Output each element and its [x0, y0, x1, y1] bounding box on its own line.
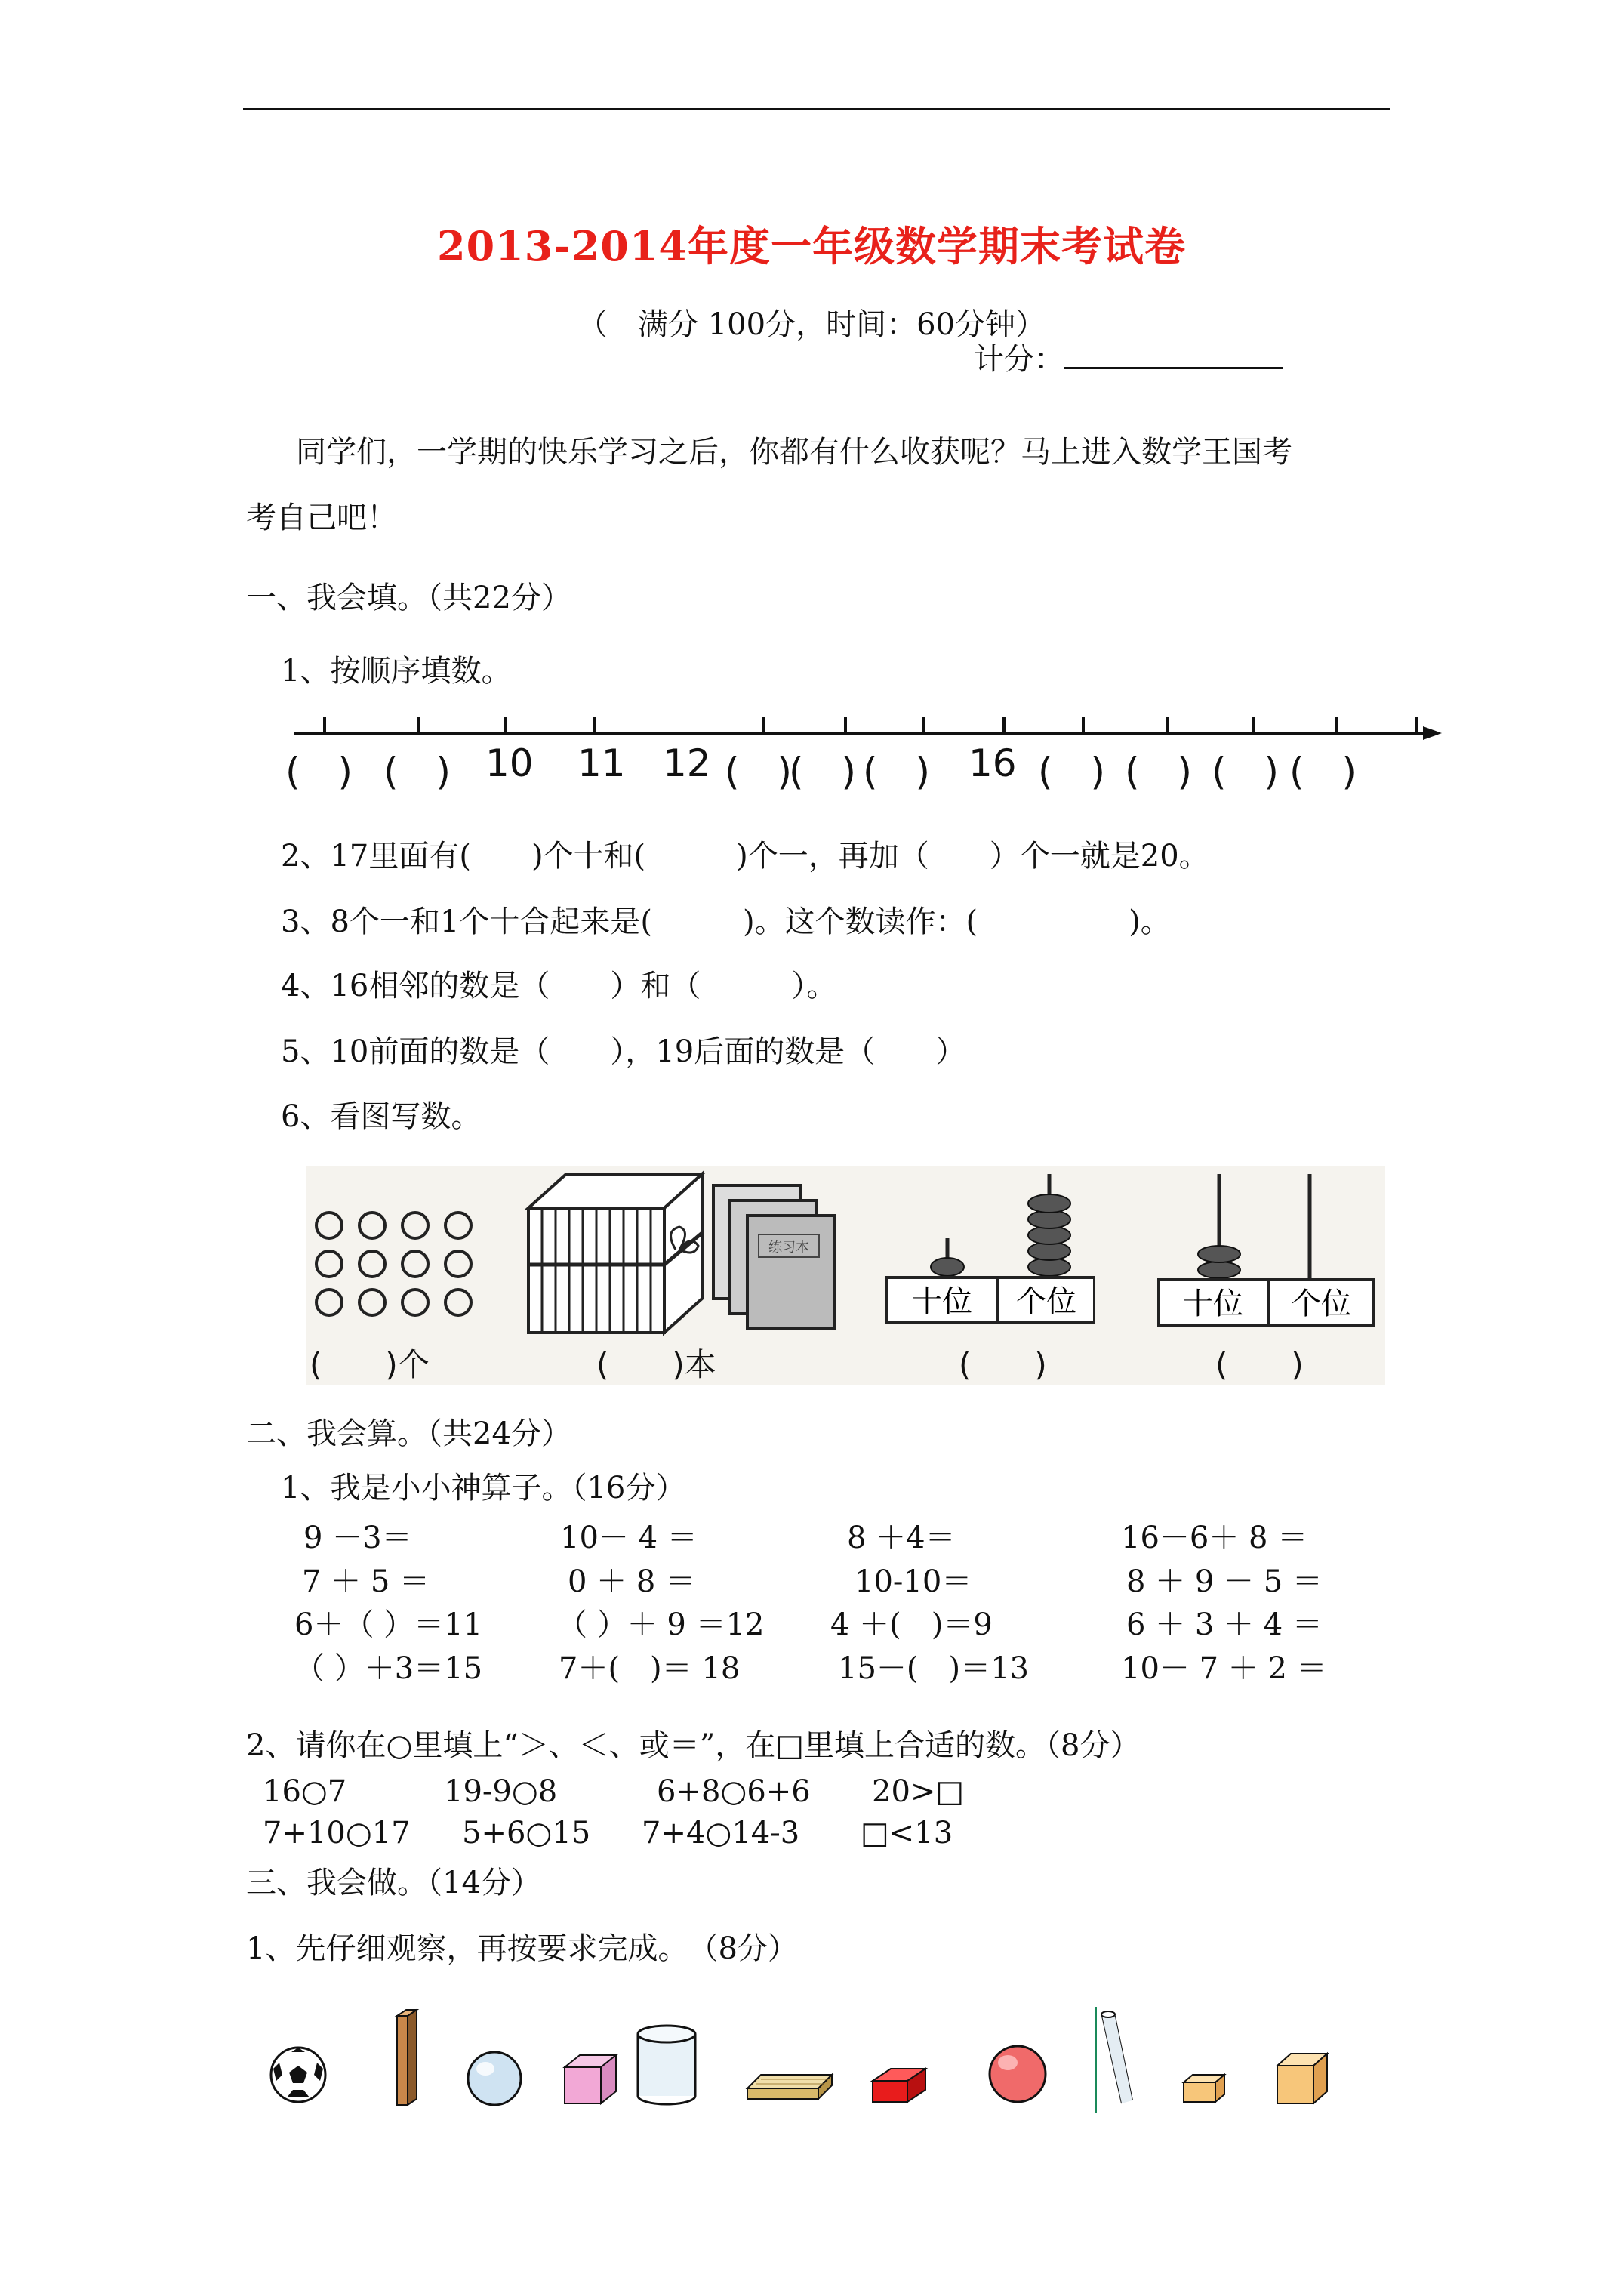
calc-r4-c2[interactable]: 7＋( )＝ 18	[559, 1651, 741, 1686]
nl-item-3: 10	[485, 741, 534, 785]
cmp-r2-c3[interactable]: 7+4○14-3	[642, 1816, 800, 1851]
abacus-1-ones-label: 个位	[1016, 1284, 1076, 1319]
section-3-heading: 三、我会做。（14分）	[246, 1866, 541, 1900]
pic-answer-circles[interactable]: ( )个	[310, 1346, 430, 1383]
abacus-2-tens-label: 十位	[1183, 1287, 1243, 1321]
notebook-label: 练习本	[768, 1240, 809, 1256]
question-2-2: 2、请你在○里填上“＞、＜、或＝”，在□里填上合适的数。（8分）	[246, 1728, 1141, 1763]
question-3-1: 1、先仔细观察，再按要求完成。 （8分）	[246, 1931, 798, 1966]
intro-line-2: 考自己吧！	[246, 501, 397, 535]
score-blank[interactable]	[1064, 340, 1283, 369]
book-bundle-picture	[521, 1166, 717, 1340]
orange-cube-icon	[1277, 2054, 1327, 2103]
question-1-2: 2、17里面有( )个十和( )个一，再加（ ）个一就是20。	[281, 839, 1209, 874]
question-1-5: 5、10前面的数是（ ），19后面的数是（ ）	[281, 1034, 966, 1069]
nl-item-1[interactable]: ( )	[285, 750, 353, 794]
red-sphere-icon	[990, 2046, 1046, 2102]
nl-item-9: 16	[969, 741, 1017, 785]
abacus-picture-1	[879, 1163, 1095, 1333]
calc-r1-c2[interactable]: 10－ 4 ＝	[560, 1521, 698, 1555]
section-1-heading: 一、我会填。（共22分）	[246, 581, 571, 615]
number-line-ticks	[325, 717, 1417, 733]
top-rule	[243, 108, 1390, 110]
orange-box-icon	[1184, 2075, 1224, 2102]
calc-r3-c2[interactable]: （ ）＋ 9 ＝12	[557, 1607, 765, 1642]
cmp-r1-c3[interactable]: 6+8○6+6	[657, 1774, 811, 1809]
notebooks-picture	[706, 1178, 857, 1336]
calc-r4-c1[interactable]: （ ）＋3＝15	[294, 1651, 483, 1686]
calc-r1-c1[interactable]: 9 －3＝	[303, 1521, 412, 1555]
question-1-1: 1、按顺序填数。	[281, 654, 512, 689]
abacus-1-tens-label: 十位	[912, 1284, 972, 1319]
tilted-rod-icon	[1096, 2007, 1132, 2113]
nl-item-11[interactable]: ( )	[1125, 750, 1193, 794]
soccer-ball-icon	[271, 2048, 325, 2102]
question-1-3: 3、8个一和1个十合起来是( )。这个数读作：( )。	[281, 905, 1171, 939]
question-1-4: 4、16相邻的数是（ ）和（ ）。	[281, 969, 837, 1003]
cmp-r2-c2[interactable]: 5+6○15	[462, 1816, 591, 1851]
calc-r1-c4[interactable]: 16－6＋ 8 ＝	[1121, 1521, 1308, 1555]
calc-r2-c4[interactable]: 8 ＋ 9 － 5 ＝	[1126, 1564, 1323, 1599]
pic-answer-books[interactable]: ( )本	[596, 1346, 716, 1383]
cmp-r2-c1[interactable]: 7+10○17	[263, 1816, 411, 1851]
calc-r3-c3[interactable]: 4 ＋( )＝9	[830, 1607, 993, 1642]
nl-item-13[interactable]: ( )	[1289, 750, 1357, 794]
nl-item-4: 11	[577, 741, 626, 785]
solid-shapes-picture	[257, 1993, 1359, 2122]
abacus-2-ones-label: 个位	[1291, 1287, 1351, 1321]
pink-cube-icon	[565, 2055, 616, 2103]
abacus-picture-2	[1151, 1163, 1378, 1333]
calc-r3-c4[interactable]: 6 ＋ 3 ＋ 4 ＝	[1126, 1607, 1323, 1642]
cmp-r2-c4[interactable]: □<13	[861, 1816, 953, 1851]
calc-r4-c4[interactable]: 10－ 7 ＋ 2 ＝	[1121, 1651, 1327, 1686]
intro-line-1: 同学们，一学期的快乐学习之后，你都有什么收获呢？马上进入数学王国考	[296, 435, 1292, 470]
score-line	[974, 340, 1283, 378]
flat-prism-icon	[747, 2075, 832, 2099]
section-2-heading: 二、我会算。（共24分）	[246, 1416, 571, 1451]
question-1-6: 6、看图写数。	[281, 1099, 482, 1134]
calc-r1-c3[interactable]: 8 ＋4＝	[847, 1521, 956, 1555]
exam-info: （ 满分 100分，时间：60分钟）	[577, 307, 1046, 342]
nl-item-12[interactable]: ( )	[1212, 750, 1280, 794]
nl-item-10[interactable]: ( )	[1038, 750, 1106, 794]
tall-prism-icon	[397, 2010, 417, 2105]
pic-answer-abacus-2[interactable]: ( )	[1215, 1346, 1304, 1383]
cmp-r1-c1[interactable]: 16○7	[263, 1774, 347, 1809]
pic-answer-abacus-1[interactable]: ( )	[959, 1346, 1047, 1383]
red-prism-icon	[873, 2069, 925, 2102]
cmp-r1-c4[interactable]: 20>□	[872, 1774, 965, 1809]
nl-item-5: 12	[663, 741, 711, 785]
calc-r2-c2[interactable]: 0 ＋ 8 ＝	[568, 1564, 696, 1599]
calc-r2-c3[interactable]: 10-10＝	[855, 1564, 972, 1599]
blue-sphere-icon	[468, 2052, 521, 2105]
nl-item-8[interactable]: ( )	[863, 750, 931, 794]
nl-item-6[interactable]: ( )	[725, 750, 793, 794]
score-label: 计分：	[974, 342, 1064, 377]
cylinder-icon	[638, 2026, 695, 2104]
calc-r2-c1[interactable]: 7 ＋ 5 ＝	[302, 1564, 430, 1599]
nl-item-2[interactable]: ( )	[383, 750, 451, 794]
calc-r3-c1[interactable]: 6＋（ ）＝11	[294, 1607, 483, 1642]
nl-item-7[interactable]: ( )	[789, 750, 857, 794]
question-2-1: 1、我是小小神算子。（16分）	[281, 1471, 686, 1505]
calc-r4-c3[interactable]: 15－( )＝13	[838, 1651, 1030, 1686]
page-title: 2013-2014年度一年级数学期末考试卷	[437, 222, 1186, 270]
circles-picture	[308, 1204, 489, 1325]
cmp-r1-c2[interactable]: 19-9○8	[444, 1774, 558, 1809]
